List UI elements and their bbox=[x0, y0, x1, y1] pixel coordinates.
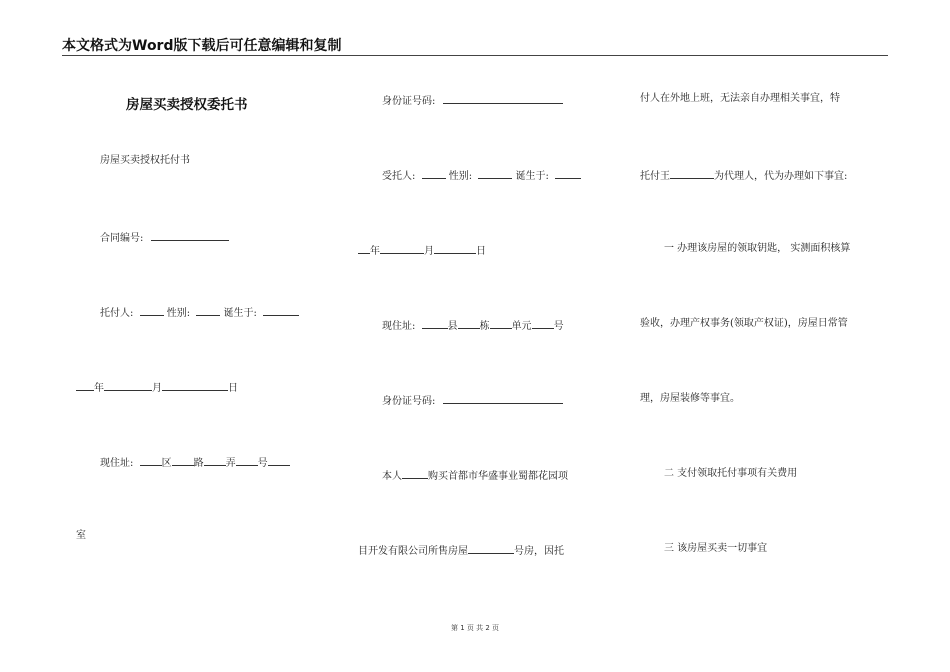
text-line-4: 验收，办理产权事务(领取产权证)，房屋日常管 bbox=[640, 318, 848, 329]
number-label: 号 bbox=[257, 458, 268, 469]
address-label: 现住址: bbox=[382, 321, 416, 332]
text-line-5: 理，房屋装修等事宜。 bbox=[640, 393, 740, 404]
day-blank bbox=[434, 243, 476, 254]
contract-number-line bbox=[100, 230, 229, 242]
id-number-blank bbox=[443, 93, 563, 104]
unit-label: 单元 bbox=[511, 321, 532, 332]
principal-line bbox=[100, 305, 299, 317]
self-suffix: 购买首都市华盛事业蜀都花园项 bbox=[428, 471, 568, 482]
building-blank bbox=[458, 318, 480, 329]
principal-name-blank bbox=[140, 305, 164, 316]
unit-blank bbox=[490, 318, 512, 329]
purchase-line bbox=[382, 468, 568, 480]
document-header: 本文格式为Word版下载后可任意编辑和复制 bbox=[62, 35, 888, 56]
delegate-suffix: 为代理人，代为办理如下事宜: bbox=[714, 171, 848, 182]
year-label: 年 bbox=[94, 383, 104, 394]
principal-birthdate-line bbox=[76, 380, 238, 392]
project-line bbox=[358, 543, 564, 555]
agent-born-label: 诞生于: bbox=[515, 171, 549, 182]
agent-born-blank bbox=[555, 168, 581, 179]
agent-birthdate-line bbox=[358, 243, 486, 255]
self-prefix: 本人 bbox=[382, 471, 402, 482]
district-blank bbox=[140, 455, 162, 466]
road-label: 路 bbox=[193, 458, 204, 469]
agent-label: 受托人: bbox=[382, 171, 416, 182]
year-blank bbox=[358, 243, 370, 254]
principal-gender-label: 性别: bbox=[166, 308, 191, 319]
month-blank bbox=[104, 380, 152, 391]
principal-label: 托付人: bbox=[100, 308, 134, 319]
document-title: 房屋买卖授权委托书 bbox=[126, 97, 248, 113]
month-blank bbox=[380, 243, 424, 254]
day-label: 日 bbox=[228, 383, 238, 394]
id-number-label: 身份证号码: bbox=[382, 396, 436, 407]
principal-born-blank bbox=[263, 305, 299, 316]
number-blank bbox=[532, 318, 554, 329]
lane-label: 弄 bbox=[225, 458, 236, 469]
number-label: 号 bbox=[553, 321, 564, 332]
project-prefix: 目开发有限公司所售房屋 bbox=[358, 546, 468, 557]
contract-number-blank bbox=[151, 230, 229, 241]
agent-name-blank bbox=[422, 168, 446, 179]
agent-gender-blank bbox=[478, 168, 512, 179]
number-blank bbox=[236, 455, 258, 466]
page-footer: 第 1 页 共 2 页 bbox=[450, 624, 500, 632]
id-number-label: 身份证号码: bbox=[382, 96, 436, 107]
principal-born-label: 诞生于: bbox=[223, 308, 257, 319]
delegate-prefix: 托付王 bbox=[640, 171, 670, 182]
text-line-1: 付人在外地上班，无法亲自办理相关事宜，特 bbox=[640, 93, 840, 104]
principal-address-line bbox=[100, 455, 290, 467]
month-label: 月 bbox=[152, 383, 162, 394]
delegate-name-blank bbox=[670, 168, 714, 179]
text-line-3: 一 办理该房屋的领取钥匙， 实测面积核算 bbox=[664, 243, 851, 254]
id-number-line bbox=[382, 93, 563, 105]
agent-line bbox=[382, 168, 581, 180]
month-label: 月 bbox=[424, 246, 434, 257]
number-after-blank bbox=[268, 455, 290, 466]
project-suffix: 号房，因托 bbox=[514, 546, 564, 557]
id-number-blank bbox=[443, 393, 563, 404]
year-label: 年 bbox=[370, 246, 380, 257]
text-line-2 bbox=[640, 168, 847, 180]
room-number-blank bbox=[468, 543, 514, 554]
text-line-7: 三 该房屋买卖一切事宜 bbox=[664, 543, 768, 554]
road-blank bbox=[172, 455, 194, 466]
agent-gender-label: 性别: bbox=[448, 171, 473, 182]
id-number-line-2 bbox=[382, 393, 563, 405]
room-label: 室 bbox=[76, 530, 86, 541]
building-label: 栋 bbox=[479, 321, 490, 332]
day-blank bbox=[162, 380, 228, 391]
contract-number-label: 合同编号: bbox=[100, 233, 144, 244]
lane-blank bbox=[204, 455, 226, 466]
self-name-blank bbox=[402, 468, 428, 479]
principal-gender-blank bbox=[196, 305, 220, 316]
day-label: 日 bbox=[476, 246, 486, 257]
district-label: 区 bbox=[161, 458, 172, 469]
year-blank bbox=[76, 380, 94, 391]
county-label: 县 bbox=[447, 321, 458, 332]
subtitle: 房屋买卖授权托付书 bbox=[100, 155, 190, 166]
address-label: 现住址: bbox=[100, 458, 134, 469]
county-blank bbox=[422, 318, 448, 329]
text-line-6: 二 支付领取托付事项有关费用 bbox=[664, 468, 798, 479]
agent-address-line bbox=[382, 318, 564, 330]
